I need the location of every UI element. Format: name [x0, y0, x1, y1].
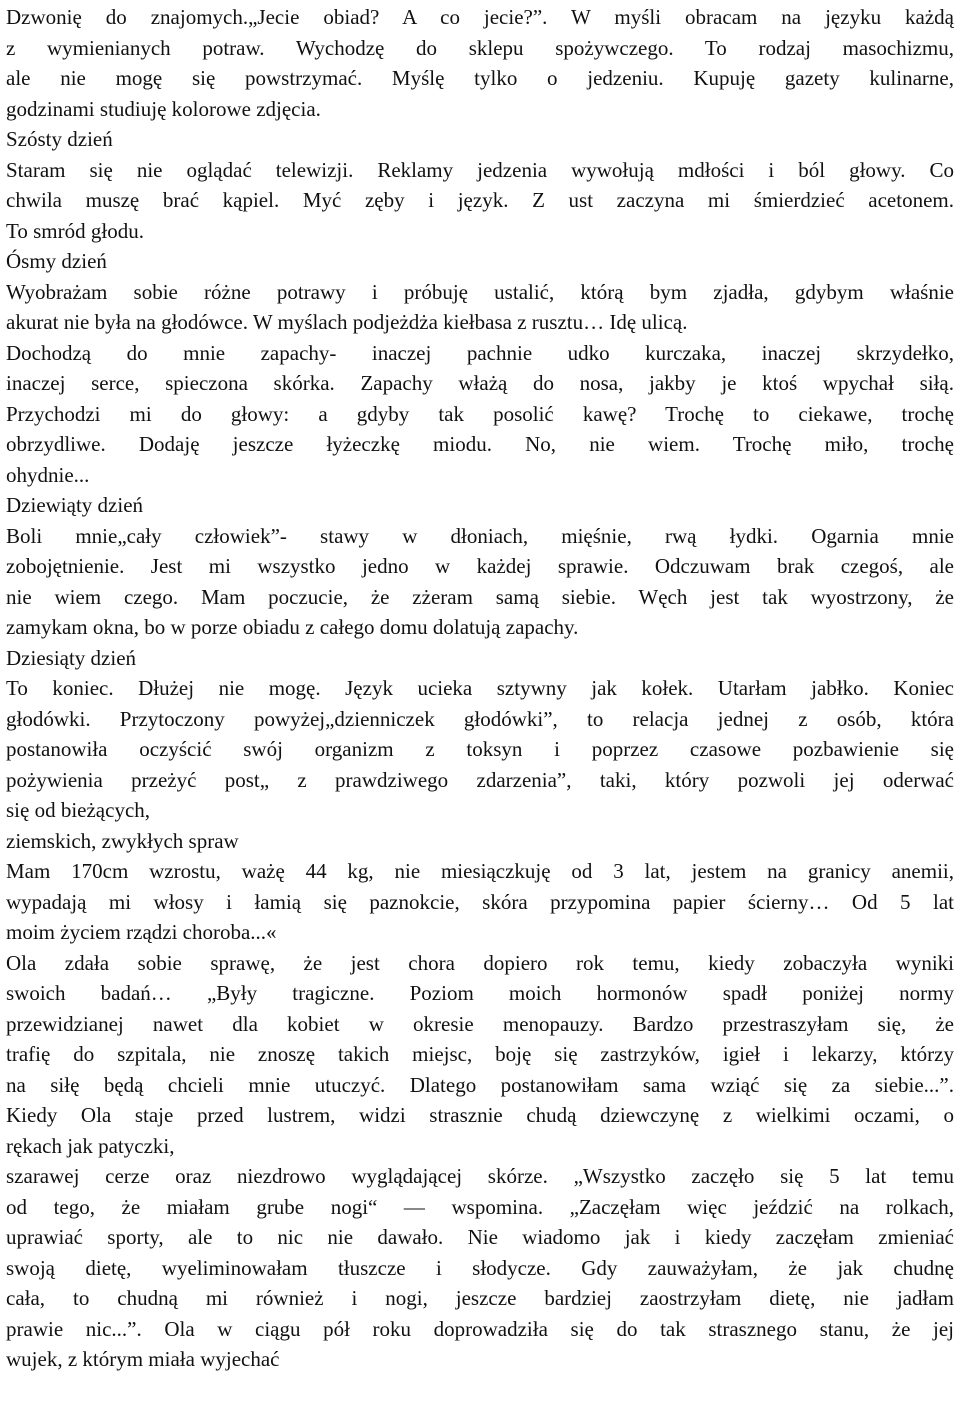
text-line: Boli mnie„cały człowiek”- stawy w dłoniach, mięśnie, rwą łydki. Ogarnia mnie: [6, 523, 954, 548]
text-line: szarawej cerze oraz niezdrowo wyglądającej skórze. „Wszystko zaczęło się 5 lat temu: [6, 1164, 954, 1188]
text-line: Dochodzą do mnie zapachy- inaczej pachnie udko kurczaka, inaczej skrzydełko,: [6, 340, 954, 365]
text-line: Staram się nie oglądać telewizji. Reklamy jedzenia wywołują mdłości i ból głowy. Co: [6, 157, 954, 182]
text-line: wujek, z którym miała wyjechać: [6, 1347, 280, 1371]
text-line: Kiedy Ola staje przed lustrem, widzi strasznie chudą dziewczynę z wielkimi oczami, o: [6, 1103, 954, 1127]
text-line: ohydnie...: [6, 462, 90, 487]
text-line: wypadają mi włosy i łamią się paznokcie, skóra przypomina papier ścierny… Od 5 lat: [6, 889, 954, 914]
text-line: na siłę będą chcieli mnie utuczyć. Dlatego postanowiłam sama wziąć się za siebie...”.: [6, 1072, 954, 1097]
text-line: Ola zdała sobie sprawę, że jest chora dopiero rok temu, kiedy zobaczyła wyniki: [6, 950, 954, 975]
text-line: pożywienia przeżyć post„ z prawdziwego zdarzenia”, taki, który pozwoli jej oderwać: [6, 767, 954, 792]
text-line: Szósty dzień: [6, 127, 113, 151]
text-line: rękach jak patyczki,: [6, 1133, 175, 1158]
text-line: ziemskich, zwykłych spraw: [6, 828, 239, 853]
text-line: ale nie mogę się powstrzymać. Myślę tylko o jedzeniu. Kupuję gazety kulinarne,: [6, 66, 954, 90]
text-line: Ósmy dzień: [6, 249, 107, 273]
text-line: akurat nie była na głodówce. W myślach podjeżdża kiełbasa z rusztu… Idę ulicą.: [6, 310, 688, 334]
text-line: Mam 170cm wzrostu, ważę 44 kg, nie miesiączkuję od 3 lat, jestem na granicy anemii,: [6, 859, 954, 883]
text-line: To koniec. Dłużej nie mogę. Język ucieka sztywny jak kołek. Utarłam jabłko. Koniec: [6, 676, 954, 700]
text-line: się od bieżących,: [6, 798, 151, 822]
text-line: Dziewiąty dzień: [6, 493, 144, 517]
text-line: Dzwonię do znajomych.„Jecie obiad? A co jecie?”. W myśli obracam na języku każdą: [6, 5, 954, 29]
text-line: inaczej serce, spieczona skórka. Zapachy włażą do nosa, jakby je ktoś wpychał siłą.: [6, 371, 954, 395]
text-line: nie wiem czego. Mam poczucie, że zżeram samą siebie. Węch jest tak wyostrzony, że: [6, 584, 954, 609]
text-line: trafię do szpitala, nie znoszę takich miejsc, boję się zastrzyków, igieł i lekarzy, którzy: [6, 1042, 954, 1066]
text-line: swoją dietę, wyeliminowałam tłuszcze i słodycze. Gdy zauważyłam, że jak chudnę: [6, 1255, 954, 1280]
text-line: chwila muszę brać kąpiel. Myć zęby i język. Z ust zaczyna mi śmierdzieć acetonem.: [6, 188, 954, 212]
text-line: moim życiem rządzi choroba...«: [6, 920, 277, 944]
text-line: obrzydliwe. Dodaję jeszcze łyżeczkę miodu. No, nie wiem. Trochę miło, trochę: [6, 432, 954, 456]
text-line: prawie nic...”. Ola w ciągu pół roku doprowadziła się do tak strasznego stanu, że jej: [6, 1316, 954, 1341]
text-line: Wyobrażam sobie różne potrawy i próbuję ustalić, którą bym zjadła, gdybym właśnie: [6, 279, 954, 304]
text-line: cała, to chudną mi również i nogi, jeszcze bardziej zaostrzyłam dietę, nie jadłam: [6, 1286, 954, 1310]
text-line: godzinami studiuję kolorowe zdjęcia.: [6, 96, 321, 121]
text-line: swoich badań… „Były tragiczne. Poziom moich hormonów spadł poniżej normy: [6, 981, 954, 1005]
text-line: z wymienianych potraw. Wychodzę do sklepu spożywczego. To rodzaj masochizmu,: [6, 35, 954, 60]
text-line: od tego, że miałam grube nogi“ — wspomina. „Zaczęłam więc jeździć na rolkach,: [6, 1194, 954, 1219]
text-line: uprawiać sporty, ale to nic nie dawało. Nie wiadomo jak i kiedy zaczęłam zmieniać: [6, 1225, 954, 1249]
text-line: Dziesiąty dzień: [6, 645, 137, 670]
text-line: Przychodzi mi do głowy: a gdyby tak posolić kawę? Trochę to ciekawe, trochę: [6, 401, 954, 426]
text-line: To smród głodu.: [6, 218, 144, 243]
text-line: postanowiła oczyścić swój organizm z toksyn i poprzez czasowe pozbawienie się: [6, 737, 954, 761]
text-line: zamykam okna, bo w porze obiadu z całego domu dolatują zapachy.: [6, 615, 579, 639]
text-line: przewidzianej nawet dla kobiet w okresie menopauzy. Bardzo przestraszyłam się, że: [6, 1011, 954, 1036]
text-line: zobojętnienie. Jest mi wszystko jedno w każdej sprawie. Odczuwam brak czegoś, ale: [6, 554, 954, 578]
text-line: głodówki. Przytoczony powyżej„dzienniczek głodówki”, to relacja jednej z osób, która: [6, 706, 954, 731]
